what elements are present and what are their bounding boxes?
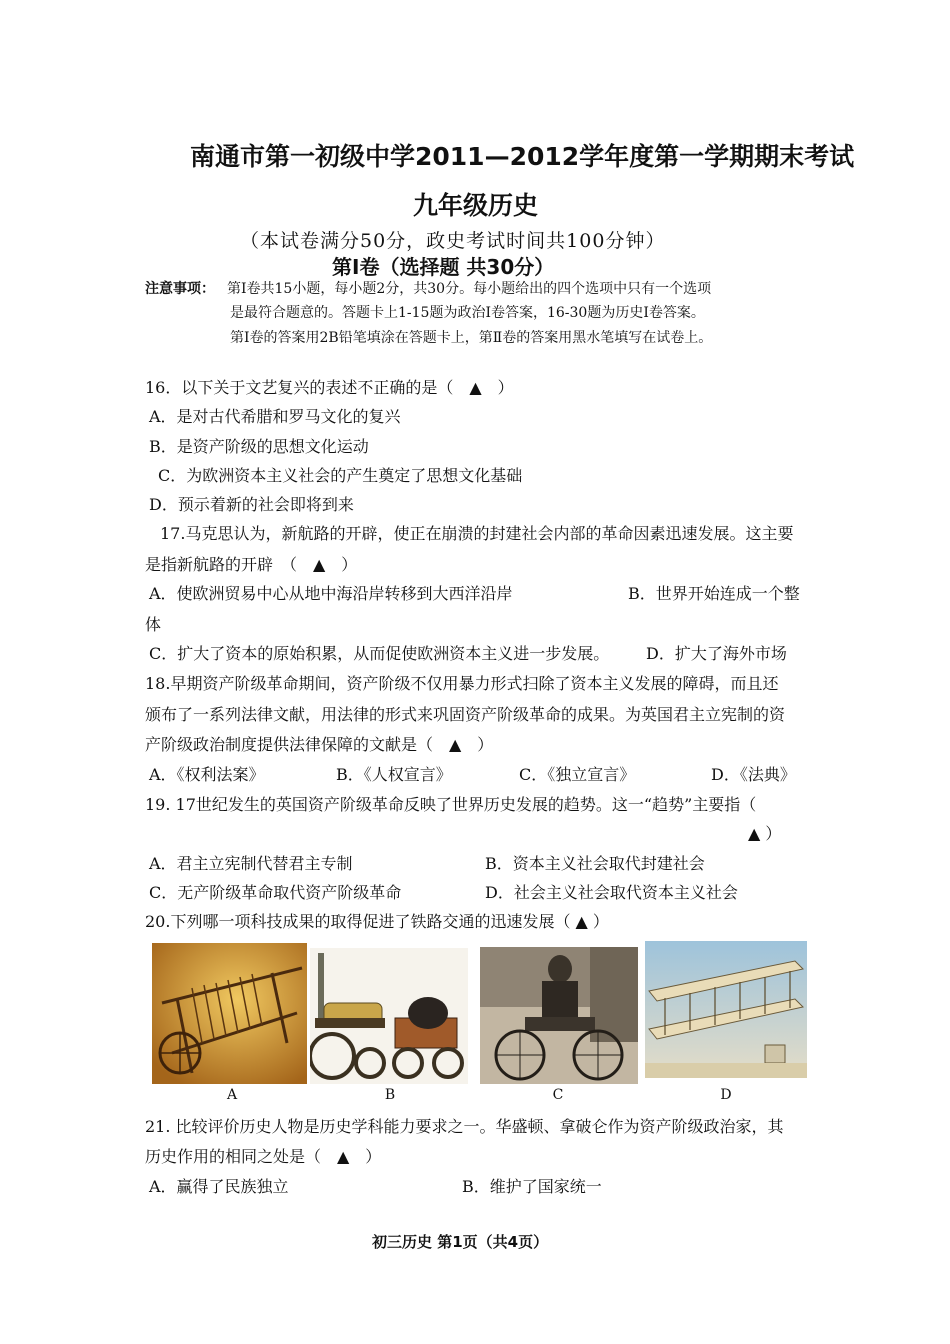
q19-option-a: A．君主立宪制代替君主专制 <box>149 854 353 873</box>
notice-line-2: 是最符合题意的。答题卡上1-15题为政治Ⅰ卷答案，16-30题为历史Ⅰ卷答案。 <box>230 305 705 321</box>
q16-stem: 16．以下关于文艺复兴的表述不正确的是（ ▲ ） <box>145 378 514 397</box>
q16-option-b: B．是资产阶级的思想文化运动 <box>149 437 369 456</box>
spinning-jenny-image <box>152 943 307 1084</box>
page-footer: 初三历史 第1页（共4页） <box>372 1233 549 1251</box>
q16-option-d: D．预示着新的社会即将到来 <box>149 495 354 514</box>
section-heading: 第Ⅰ卷（选择题 共30分） <box>332 255 555 279</box>
q18-stem-line-1: 18.早期资产阶级革命期间，资产阶级不仅用暴力形式扫除了资本主义发展的障碍，而且还 <box>145 674 779 693</box>
notice-label: 注意事项： <box>145 281 215 297</box>
q18-option-d: D．《法典》 <box>711 765 796 784</box>
q18-option-b: B．《人权宣言》 <box>336 765 452 784</box>
q18-option-a: A．《权利法案》 <box>149 765 265 784</box>
q20-stem: 20.下列哪一项科技成果的取得促进了铁路交通的迅速发展（ ▲ ） <box>145 912 609 931</box>
q18-stem-line-2: 颁布了一系列法律文献，用法律的形式来巩固资产阶级革命的成果。为英国君主立宪制的资 <box>145 705 786 724</box>
q19-stem-line-1: 19. 17世纪发生的英国资产阶级革命反映了世界历史发展的趋势。这一“趋势”主要指（ <box>145 795 757 814</box>
exam-subtitle: 九年级历史 <box>413 191 539 220</box>
q17-option-d: D．扩大了海外市场 <box>646 644 787 663</box>
q17-option-a: A．使欧洲贸易中心从地中海沿岸转移到大西洋沿岸 <box>149 584 513 603</box>
q17-stem-line-1: 17.马克思认为，新航路的开辟，使正在崩溃的封建社会内部的革命因素迅速发展。这主要 <box>160 524 794 543</box>
q19-stem-line-2: ▲ ） <box>748 824 782 843</box>
image-caption-b: B <box>384 1087 396 1103</box>
q17-option-b-cont: 体 <box>145 615 162 634</box>
q19-option-c: C．无产阶级革命取代资产阶级革命 <box>149 883 402 902</box>
q16-option-a: A．是对古代希腊和罗马文化的复兴 <box>149 407 401 426</box>
wright-flyer-image <box>645 941 807 1078</box>
q18-stem-line-3: 产阶级政治制度提供法律保障的文献是（ ▲ ） <box>145 735 494 754</box>
q19-option-d: D．社会主义社会取代资本主义社会 <box>485 883 738 902</box>
image-caption-a: A <box>226 1087 238 1103</box>
image-caption-d: D <box>720 1087 732 1103</box>
q17-stem-line-2: 是指新航路的开辟 （ ▲ ） <box>145 555 358 574</box>
image-caption-c: C <box>552 1087 564 1103</box>
exam-note: （本试卷满分50分，政史考试时间共100分钟） <box>240 230 666 252</box>
q18-option-c: C．《独立宣言》 <box>519 765 636 784</box>
q21-option-b: B．维护了国家统一 <box>462 1177 602 1196</box>
notice-line-1: 第Ⅰ卷共15小题，每小题2分，共30分。每小题给出的四个选项中只有一个选项 <box>227 281 712 297</box>
q21-stem-line-2: 历史作用的相同之处是（ ▲ ） <box>145 1147 382 1166</box>
steam-locomotive-image <box>310 948 468 1084</box>
notice-line-3: 第Ⅰ卷的答案用2B铅笔填涂在答题卡上，第Ⅱ卷的答案用黑水笔填写在试卷上。 <box>230 330 713 346</box>
q21-stem-line-1: 21. 比较评价历史人物是历史学科能力要求之一。华盛顿、拿破仑作为资产阶级政治家，其 <box>145 1117 784 1136</box>
q19-option-b: B．资本主义社会取代封建社会 <box>485 854 705 873</box>
early-automobile-image <box>480 947 638 1084</box>
q16-option-c: C．为欧洲资本主义社会的产生奠定了思想文化基础 <box>158 466 523 485</box>
exam-title: 南通市第一初级中学2011—2012学年度第一学期期末考试 <box>190 142 855 171</box>
q17-option-b: B．世界开始连成一个整 <box>628 584 800 603</box>
q17-option-c: C．扩大了资本的原始积累，从而促使欧洲资本主义进一步发展。 <box>149 644 610 663</box>
q21-option-a: A．赢得了民族独立 <box>149 1177 289 1196</box>
